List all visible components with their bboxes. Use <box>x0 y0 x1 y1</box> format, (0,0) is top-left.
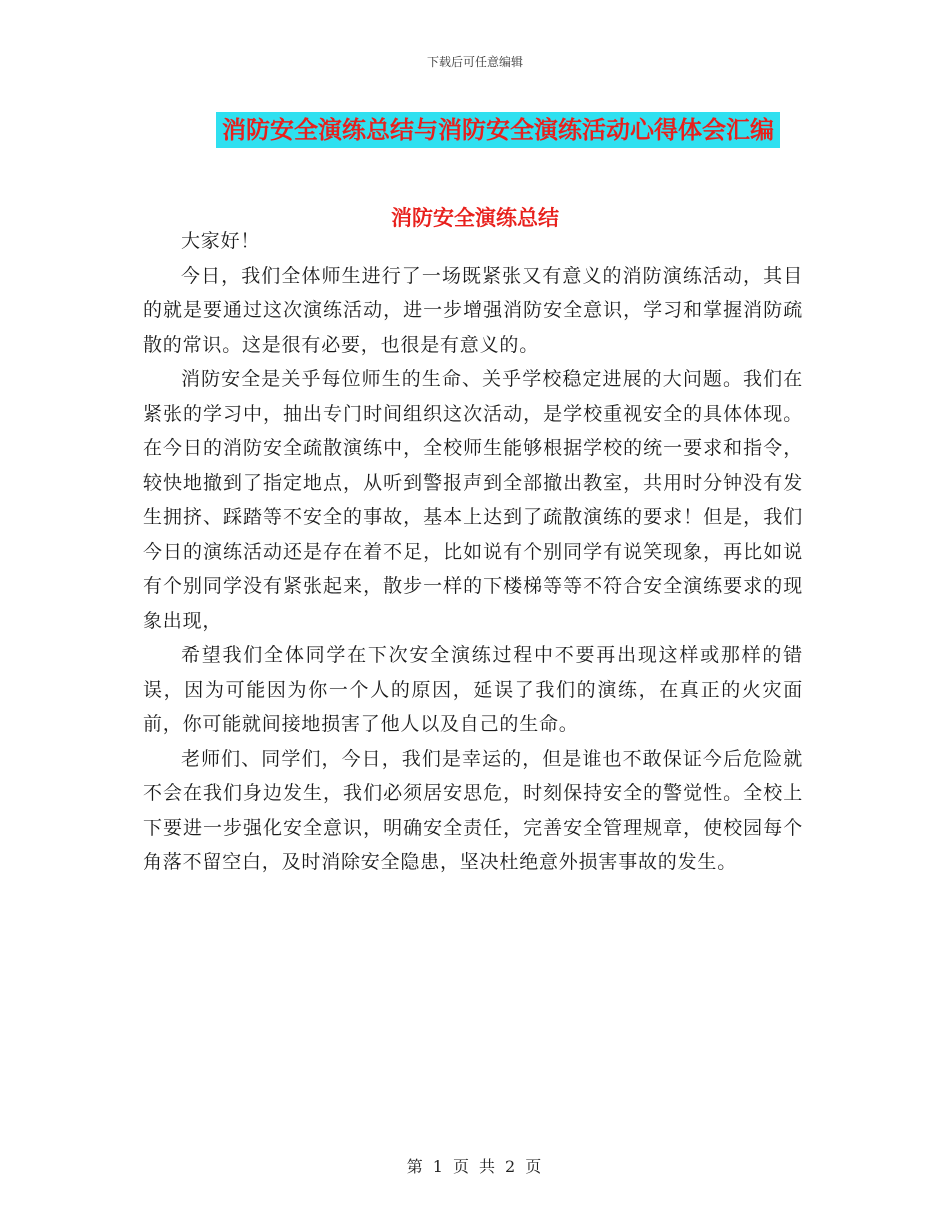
paragraph-greeting: 大家好！ <box>181 230 261 252</box>
paragraph: 消防安全是关乎每位师生的生命、关乎学校稳定进展的大问题。我们在紧张的学习中，抽出专门时间组织这次活动，是学校重视安全的具体体现。在今日的消防安全疏散演练中，全校师生能够根据学校的统一要求和指令，较快地撤到了指定地点，从听到警报声到全部撤出教室，共用时分钟没有发生拥挤、踩踏等不安全的事故，基本上达到了疏散演练的要求！但是，我们今日的演练活动还是存在着不足，比如说有个别同学有说笑现象，再比如说有个别同学没有紧张起来，散步一样的下楼梯等等不符合安全演练要求的现象出现， <box>143 368 803 632</box>
footer-mid: 页 <box>452 1157 471 1176</box>
paragraph: 希望我们全体同学在下次安全演练过程中不要再出现这样或那样的错误，因为可能因为你一个人的原因，延误了我们的演练，在真正的火灾面前，你可能就间接地损害了他人以及自己的生命。 <box>143 644 803 735</box>
page-total: 2 <box>505 1157 518 1176</box>
paragraph: 老师们、同学们，今日，我们是幸运的，但是谁也不敢保证今后危险就不会在我们身边发生，我们必须居安思危，时刻保持安全的警觉性。全校上下要进一步强化安全意识，明确安全责任，完善安全管理规章，使校园每个角落不留空白，及时消除安全隐患，坚决杜绝意外损害事故的发生。 <box>143 747 803 873</box>
footer-of: 共 <box>479 1157 498 1176</box>
header-note: 下载后可任意编辑 <box>426 55 523 69</box>
page-number: 1 <box>432 1157 445 1176</box>
body-text <box>143 224 803 880</box>
footer-prefix: 第 <box>406 1157 425 1176</box>
section-title: 消防安全演练总结 <box>391 206 559 230</box>
paragraph: 今日，我们全体师生进行了一场既紧张又有意义的消防演练活动，其目的就是要通过这次演练活动，进一步增强消防安全意识，学习和掌握消防疏散的常识。这是很有必要，也很是有意义的。 <box>143 264 803 356</box>
main-title: 消防安全演练总结与消防安全演练活动心得体会汇编 <box>216 112 780 148</box>
page-footer <box>0 1154 950 1177</box>
footer-suffix: 页 <box>525 1157 544 1176</box>
main-title-wrap <box>0 112 950 148</box>
